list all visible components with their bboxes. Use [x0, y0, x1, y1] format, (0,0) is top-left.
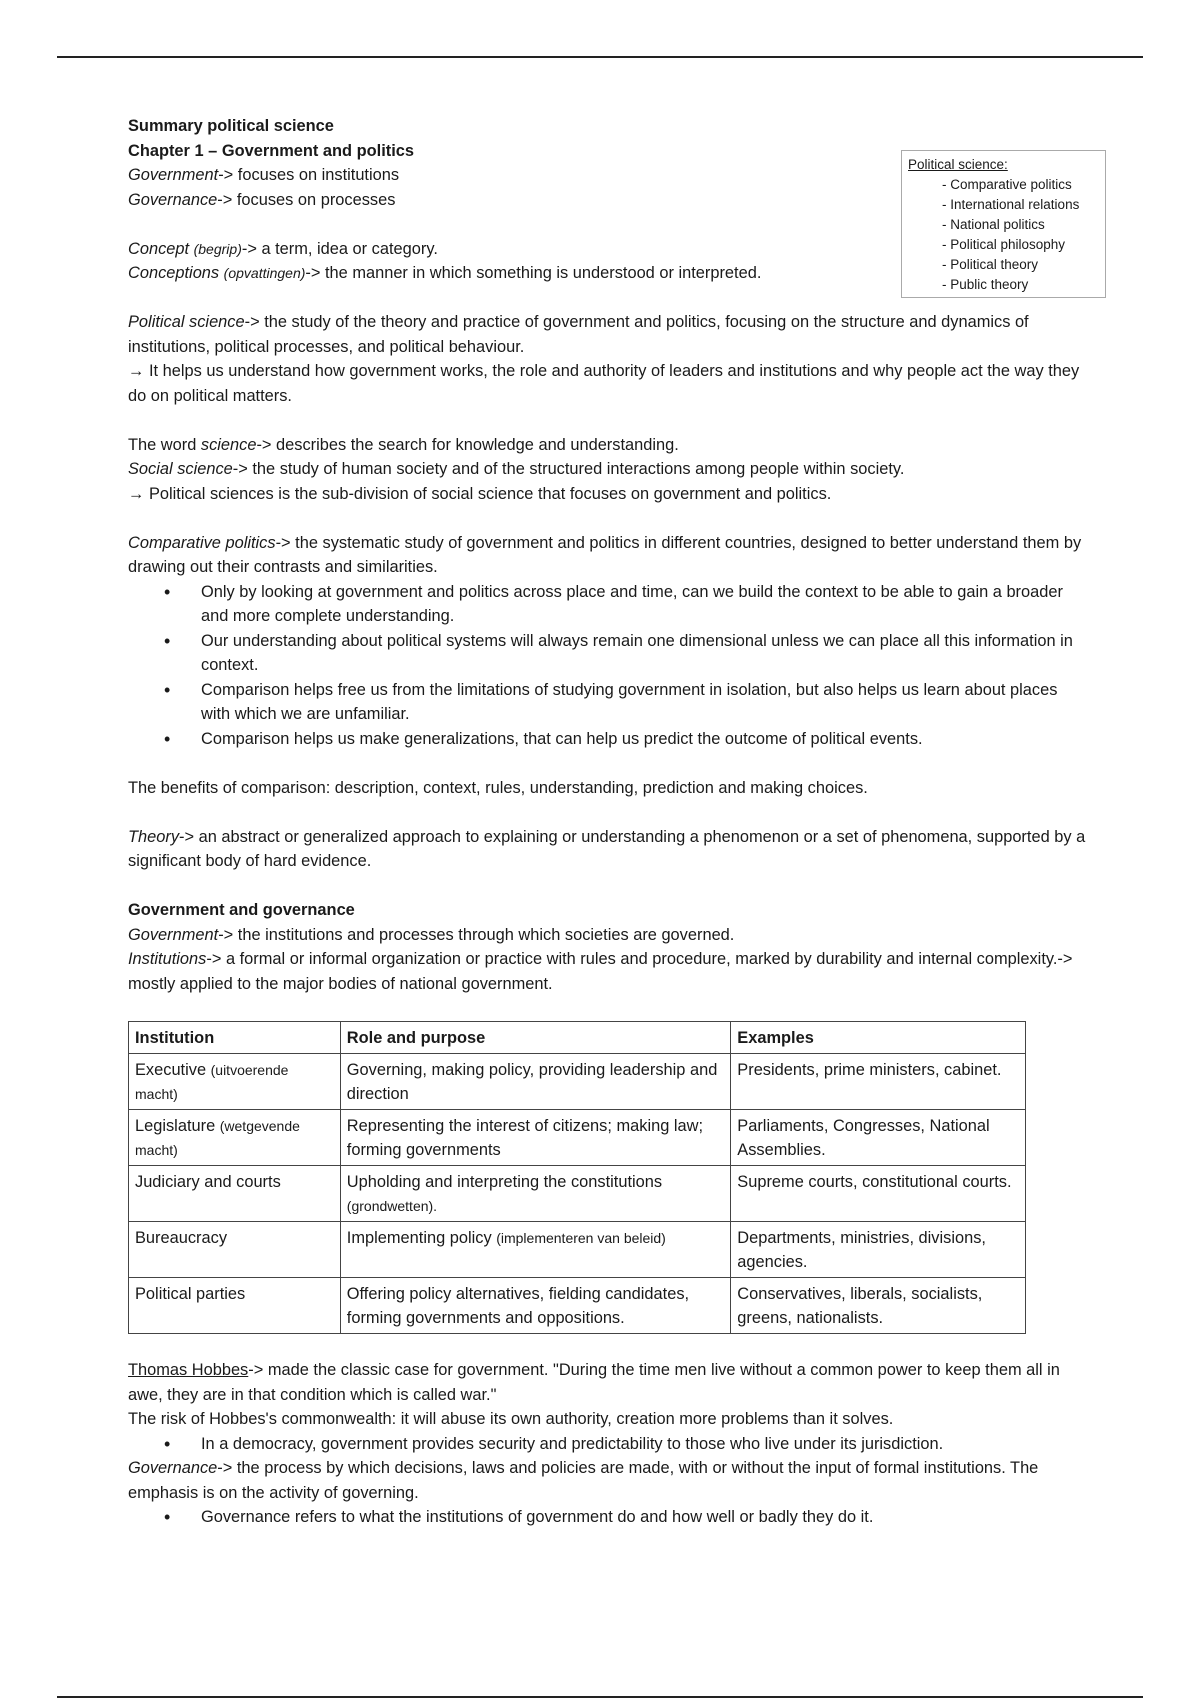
term: Institutions [128, 950, 207, 968]
examples-cell: Parliaments, Congresses, National Assemblies. [731, 1109, 1026, 1165]
term: Concept [128, 239, 194, 258]
table-row [129, 1165, 1026, 1221]
list-item: • In a democracy, government provides security and predictability to those who live under its jurisdiction. [128, 1432, 1088, 1457]
conceptions-line [128, 261, 1088, 286]
list-item: • Comparison helps us make generalizations, that can help us predict the outcome of political events. [128, 727, 1088, 752]
sidebox-item: - Comparative politics [942, 177, 1072, 192]
definition: -> focuses on institutions [218, 166, 400, 184]
column-header: Role and purpose [340, 1021, 731, 1053]
sidebox-item: - Political philosophy [942, 237, 1066, 252]
table-row [129, 1277, 1026, 1333]
role-cell [340, 1109, 731, 1165]
governance-definition [128, 1456, 1088, 1505]
hobbes-bullet-list [128, 1432, 1088, 1457]
list-item: • Governance refers to what the institutions of government do and how well or badly they do it. [128, 1505, 1088, 1530]
definition: -> the process by which decisions, laws and policies are made, with or without the input of formal institutions. The emphasis is on the activity of governing. [128, 1459, 1039, 1502]
institution-cell [129, 1053, 341, 1109]
term: Theory [128, 827, 180, 846]
definition: -> the systematic study of government and politics in different countries, designed to better understand them by drawing out their contrasts and similarities. [128, 533, 1082, 576]
bottom-rule [57, 1696, 1143, 1698]
role-cell [340, 1165, 731, 1221]
definition: -> a term, idea or category. [241, 239, 438, 258]
top-rule [57, 56, 1143, 58]
translation-note: (uitvoerende macht) [135, 1061, 289, 1102]
concept-line [128, 237, 1088, 262]
term: Governance [128, 1459, 218, 1477]
sidebox-item: - International relations [942, 197, 1080, 212]
definition: -> the study of human society and of the structured interactions among people within society. [232, 460, 905, 478]
sidebox-item: - Public theory [942, 277, 1029, 292]
political-science-definition [128, 310, 1088, 359]
term: Governance [128, 190, 218, 209]
definition: -> a formal or informal organization or practice with rules and procedure, marked by durability and internal complexity.-> mostly applied to the major bodies of national government. [128, 950, 1073, 993]
person-name: Thomas Hobbes [128, 1361, 249, 1379]
translation-note: (begrip) [193, 240, 242, 257]
benefits-line: The benefits of comparison: description, context, rules, understanding, prediction and making choices. [128, 778, 868, 797]
examples-cell: Conservatives, liberals, socialists, greens, nationalists. [731, 1277, 1026, 1333]
cell-text: Upholding and interpreting the constitutions [346, 1172, 663, 1191]
definition: -> focuses on processes [217, 190, 396, 209]
list-item: • Only by looking at government and politics across place and time, can we build the context to be able to gain a broader and more complete understanding. [128, 580, 1088, 629]
list-item: • Comparison helps free us from the limitations of studying government in isolation, but also helps us learn about places with which we are unfamiliar. [128, 678, 1088, 727]
cell-text: Judiciary and courts [135, 1172, 281, 1191]
institution-cell [129, 1221, 341, 1277]
cell-text: Executive [135, 1060, 211, 1079]
political-science-arrow-note: → It helps us understand how government works, the role and authority of leaders and institutions and why people act the way they do on political matters. [128, 362, 1080, 405]
science-line [128, 433, 1088, 458]
examples-cell: Presidents, prime ministers, cabinet. [731, 1053, 1026, 1109]
examples-cell: Supreme courts, constitutional courts. [731, 1165, 1026, 1221]
section-heading: Government and governance [128, 901, 355, 919]
hobbes-paragraph [128, 1358, 1088, 1407]
term: Social science [128, 460, 233, 478]
social-science-arrow-note: → Political sciences is the sub-division of social science that focuses on government and politics. [128, 484, 832, 503]
institution-cell [129, 1109, 341, 1165]
term: Comparative politics [128, 533, 276, 552]
government-definition [128, 923, 1088, 948]
definition: -> an abstract or generalized approach to explaining or understanding a phenomenon or a set of phenomena, supported by a significant body of hard evidence. [128, 827, 1086, 870]
social-science-line [128, 457, 1088, 482]
institutions-table [128, 1021, 1026, 1334]
table-row [129, 1053, 1026, 1109]
translation-note: (wetgevende macht) [135, 1117, 300, 1158]
sidebox-item: - National politics [942, 217, 1045, 232]
cell-text: Offering policy alternatives, fielding candidates, forming governments and oppositions. [346, 1284, 690, 1327]
role-cell [340, 1277, 731, 1333]
theory-definition [128, 825, 1088, 874]
cell-text: Representing the interest of citizens; making law; forming governments [346, 1116, 704, 1159]
role-cell [340, 1053, 731, 1109]
role-cell [340, 1221, 731, 1277]
sidebox-item: - Political theory [942, 257, 1039, 272]
cell-text: Legislature [135, 1116, 220, 1135]
term: Government [128, 166, 219, 184]
document-body [128, 114, 1088, 1530]
hobbes-risk-line: The risk of Hobbes's commonwealth: it will abuse its own authority, creation more problems than it solves. [128, 1410, 894, 1428]
definition: -> the manner in which something is understood or interpreted. [305, 264, 762, 282]
table-row [129, 1109, 1026, 1165]
definition: -> describes the search for knowledge and understanding. [256, 435, 679, 454]
institution-cell [129, 1165, 341, 1221]
term: science [200, 435, 257, 454]
translation-note: (grondwetten). [346, 1197, 438, 1214]
column-header: Examples [731, 1021, 1026, 1053]
term: Political science [128, 313, 245, 331]
prefix: The word [128, 435, 201, 454]
comparative-politics-definition [128, 531, 1088, 580]
chapter-heading: Chapter 1 – Government and politics [128, 141, 414, 160]
column-header: Institution [129, 1021, 341, 1053]
translation-note: (implementeren van beleid) [496, 1229, 666, 1246]
document-title: Summary political science [128, 117, 334, 135]
comparison-bullet-list [128, 580, 1088, 752]
definition: -> the institutions and processes through which societies are governed. [218, 925, 735, 944]
term: Conceptions [128, 264, 224, 282]
examples-cell: Departments, ministries, divisions, agencies. [731, 1221, 1026, 1277]
definition: -> the study of the theory and practice of government and politics, focusing on the structure and dynamics of institutions, political processes, and political behaviour. [128, 313, 1029, 356]
institution-cell [129, 1277, 341, 1333]
term: Government [128, 925, 219, 944]
governance-line [128, 188, 1088, 213]
cell-text: Implementing policy [346, 1228, 497, 1247]
governance-bullet-list [128, 1505, 1088, 1530]
definition: -> made the classic case for government. "During the time men live without a common power to keep them all in awe, they are in that condition which is called war." [128, 1361, 1060, 1404]
list-item: • Our understanding about political systems will always remain one dimensional unless we can place all this information in context. [128, 629, 1088, 678]
cell-text: Political parties [135, 1284, 246, 1303]
table-header-row [129, 1021, 1026, 1053]
institutions-definition [128, 947, 1088, 996]
table-row [129, 1221, 1026, 1277]
government-line [128, 163, 1088, 188]
sidebox-title: Political science: [908, 157, 1008, 172]
translation-note: (opvattingen) [223, 265, 306, 281]
cell-text: Governing, making policy, providing leadership and direction [346, 1060, 718, 1103]
cell-text: Bureaucracy [135, 1228, 228, 1247]
